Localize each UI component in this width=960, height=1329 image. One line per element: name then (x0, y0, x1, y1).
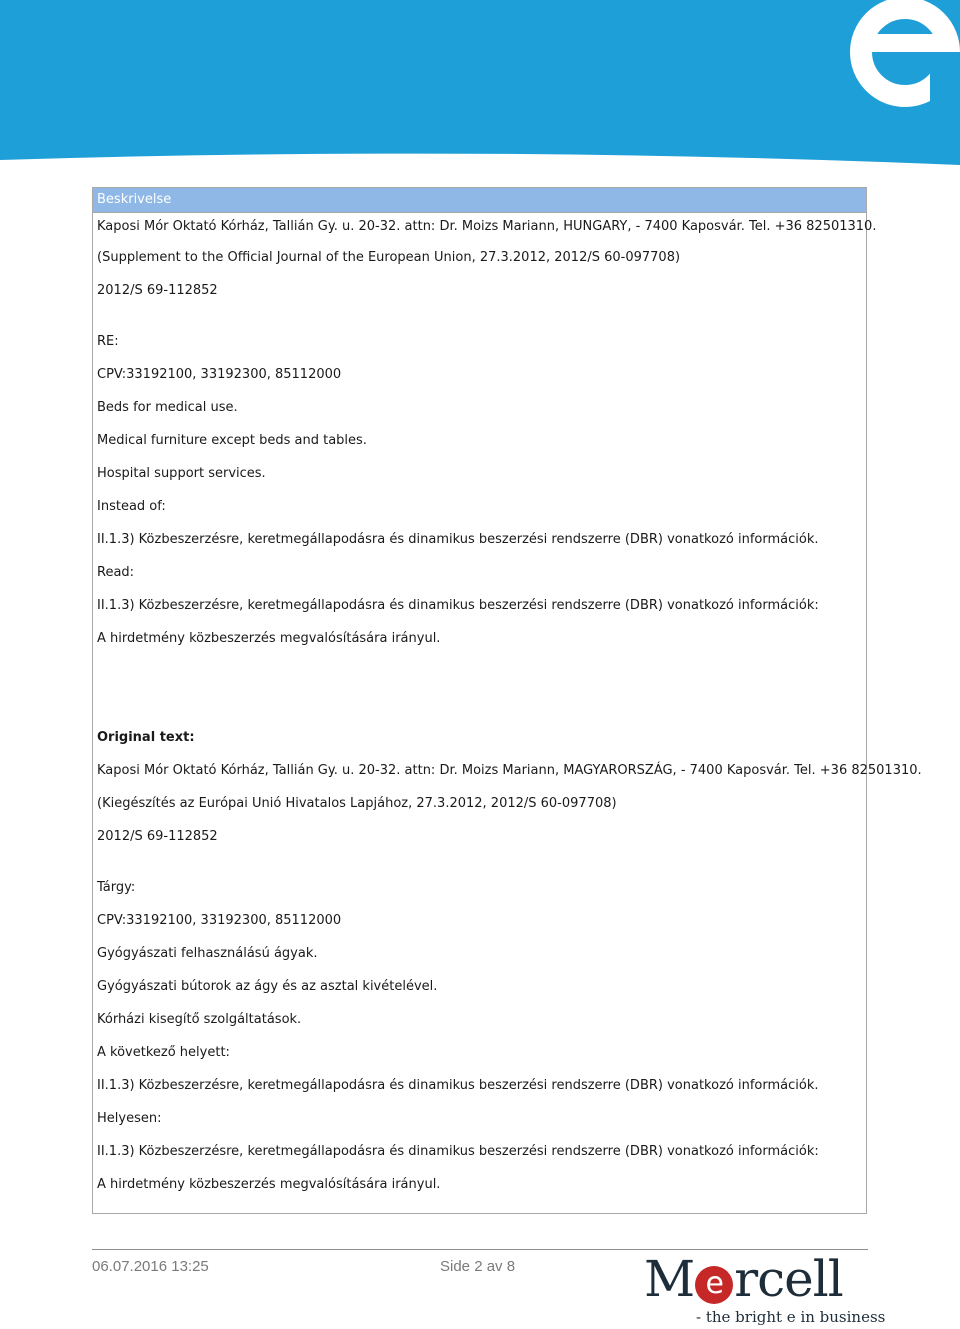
cpv-item: Gyógyászati bútorok az ágy és az asztal kivételével. (97, 979, 438, 994)
notice-number: 2012/S 69-112852 (97, 283, 218, 298)
instead-of-label: Instead of: (97, 499, 166, 514)
cpv-item: Kórházi kisegítő szolgáltatások. (97, 1012, 302, 1027)
subject-label: Tárgy: (97, 880, 136, 895)
notice-number: 2012/S 69-112852 (97, 829, 218, 844)
notice-purpose: A hirdetmény közbeszerzés megvalósítására irányul. (97, 631, 441, 646)
cpv-item: Beds for medical use. (97, 400, 238, 415)
original-text-heading: Original text: (97, 730, 195, 745)
cpv-item: Medical furniture except beds and tables. (97, 433, 367, 448)
supplement-line: (Kiegészítés az Európai Unió Hivatalos Lapjához, 27.3.2012, 2012/S 60-097708) (97, 796, 617, 811)
section-ref: II.1.3) Közbeszerzésre, keretmegállapodásra és dinamikus beszerzési rendszerre (DBR) vonatkozó információk. (97, 1078, 819, 1093)
logo-e-icon: e (695, 1266, 733, 1304)
cpv-codes: CPV:33192100, 33192300, 85112000 (97, 367, 342, 382)
page-number: Side 2 av 8 (440, 1258, 516, 1275)
cpv-item: Hospital support services. (97, 466, 266, 481)
logo-letter-m: M (644, 1250, 695, 1308)
instead-of-label: A következő helyett: (97, 1045, 230, 1060)
footer-date: 06.07.2016 13:25 (92, 1258, 209, 1275)
section-ref: II.1.3) Közbeszerzésre, keretmegállapodásra és dinamikus beszerzési rendszerre (DBR) vonatkozó információk. (97, 532, 819, 547)
contact-line: Kaposi Mór Oktató Kórház, Tallián Gy. u. 20-32. attn: Dr. Moizs Mariann, HUNGARY, - 7400 Kaposvár. Tel. +36 82501310. (97, 219, 877, 234)
company-logo (644, 1250, 886, 1329)
cpv-codes: CPV:33192100, 33192300, 85112000 (97, 913, 342, 928)
section-title: Beskrivelse (93, 188, 866, 213)
contact-line: Kaposi Mór Oktató Kórház, Tallián Gy. u. 20-32. attn: Dr. Moizs Mariann, MAGYARORSZÁG, - 7400 Kaposvár. Tel. +36 82501310. (97, 763, 922, 778)
section-ref: II.1.3) Közbeszerzésre, keretmegállapodásra és dinamikus beszerzési rendszerre (DBR) vonatkozó információk: (97, 1144, 819, 1159)
logo-wordmark (644, 1252, 843, 1306)
subject-label: RE: (97, 334, 119, 349)
cpv-item: Gyógyászati felhasználású ágyak. (97, 946, 318, 961)
section-ref: II.1.3) Közbeszerzésre, keretmegállapodásra és dinamikus beszerzési rendszerre (DBR) vonatkozó információk: (97, 598, 819, 613)
notice-box (92, 187, 922, 1214)
logo-tagline: - the bright e in business (696, 1308, 886, 1326)
read-label: Read: (97, 565, 135, 580)
supplement-line: (Supplement to the Official Journal of the European Union, 27.3.2012, 2012/S 60-097708) (97, 250, 681, 265)
banner-background (0, 0, 960, 165)
read-label: Helyesen: (97, 1111, 162, 1126)
header-banner (0, 0, 960, 165)
notice-purpose: A hirdetmény közbeszerzés megvalósítására irányul. (97, 1177, 441, 1192)
logo-letters-rcell: rcell (734, 1250, 843, 1308)
